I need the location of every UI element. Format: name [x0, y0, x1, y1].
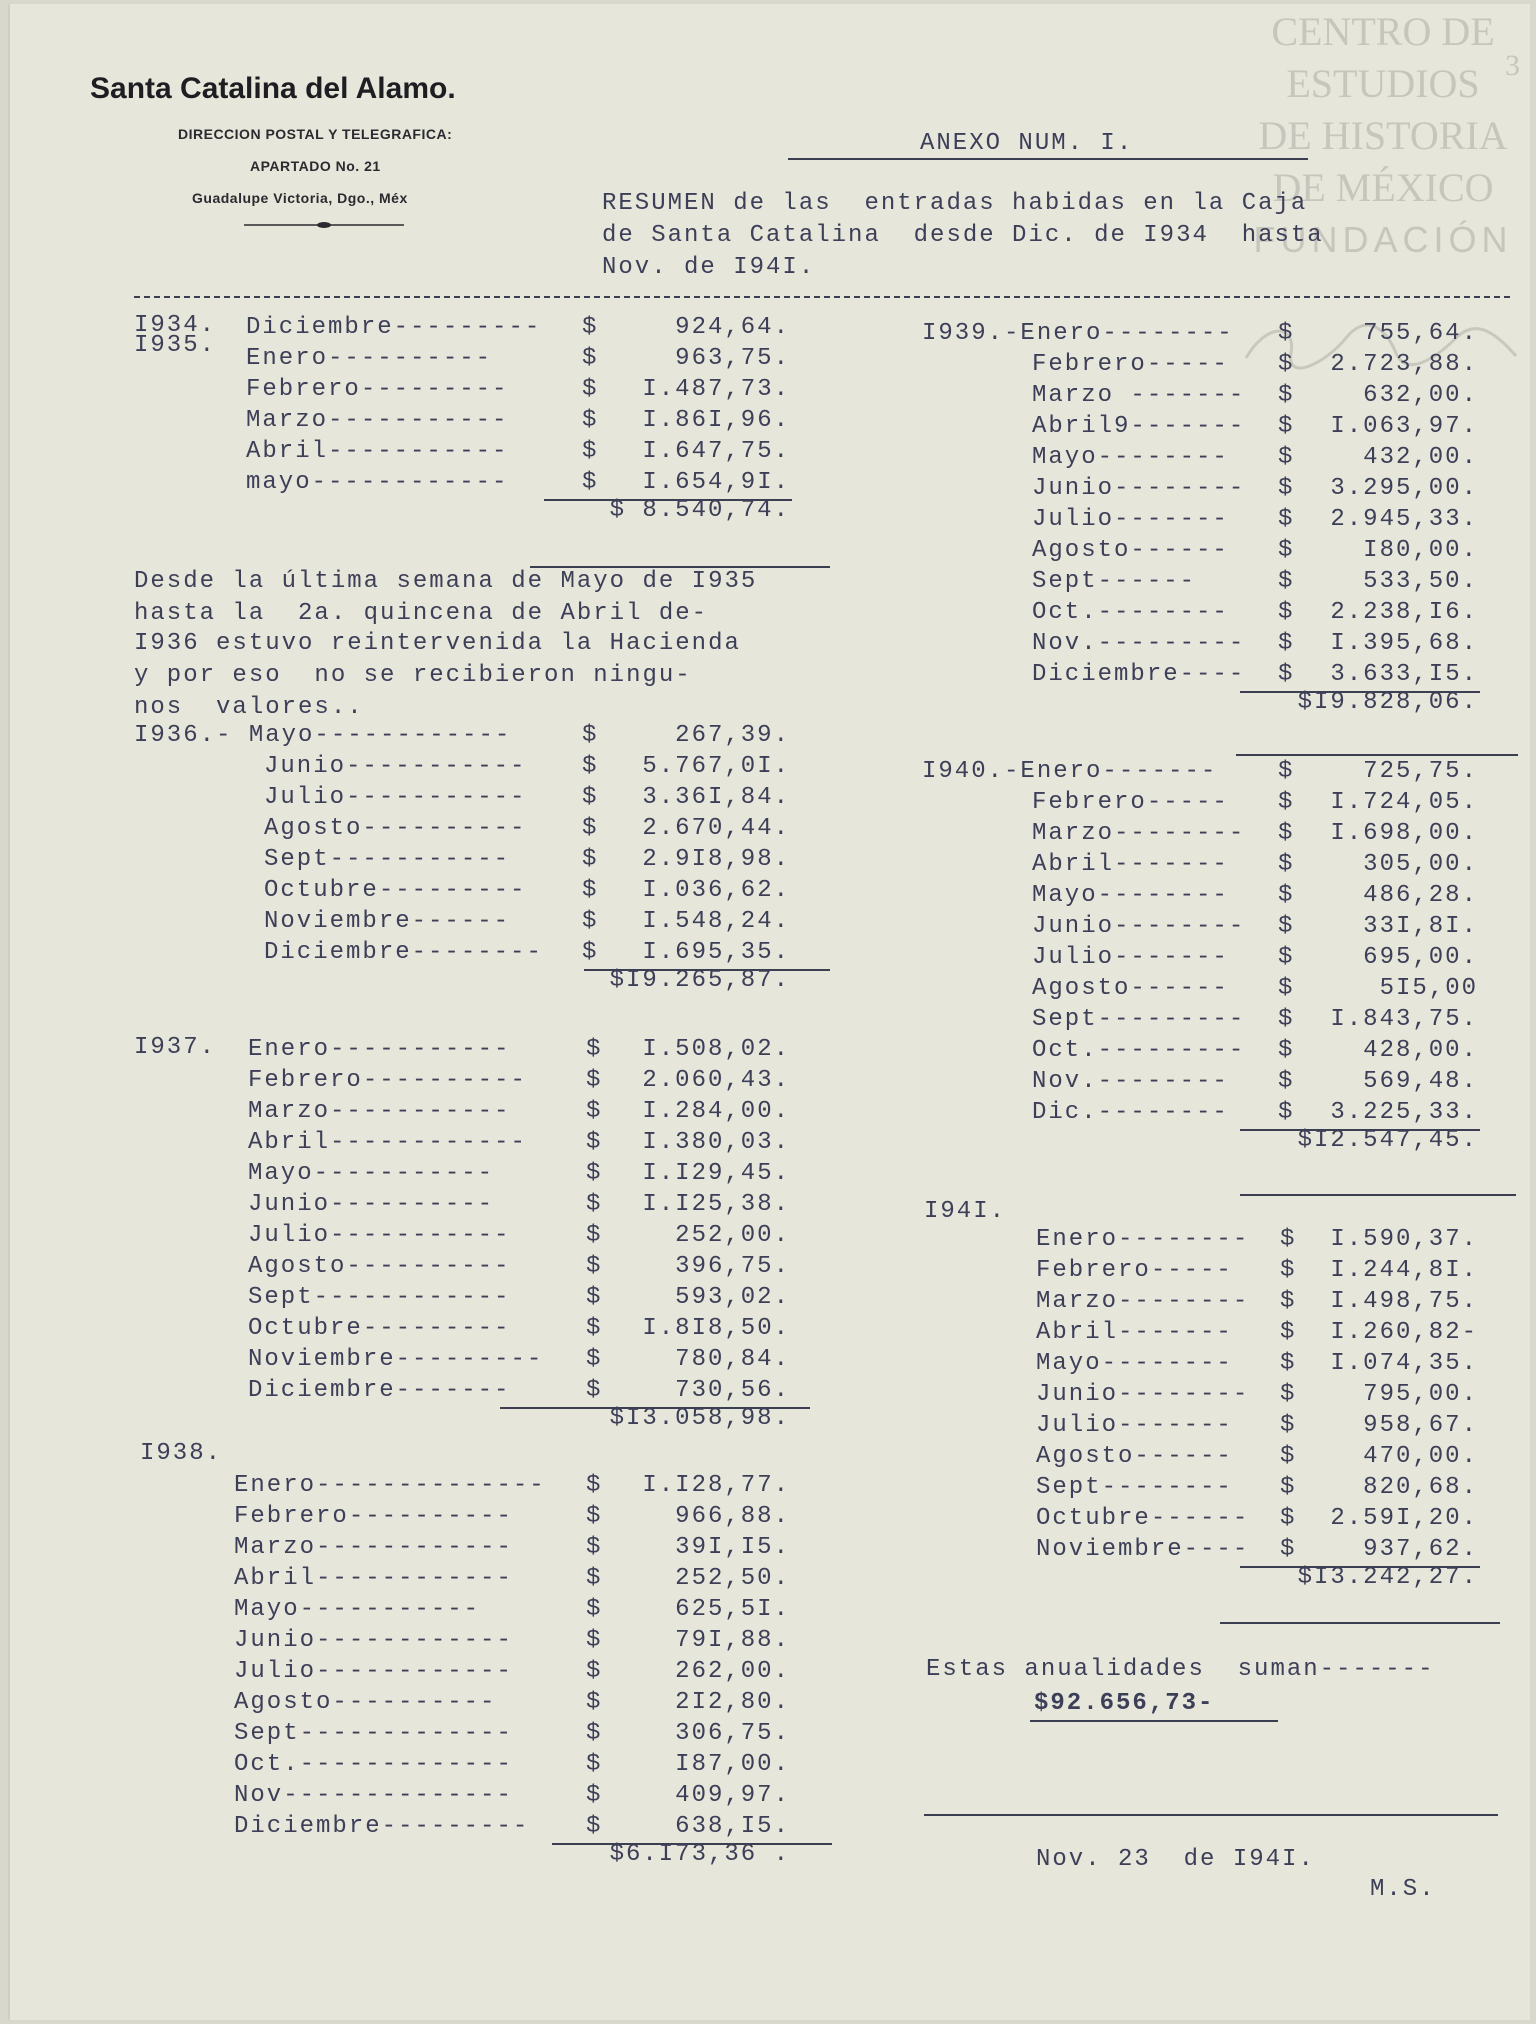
block_1941-row-dollar: $ [1280, 1381, 1297, 1408]
block_1939-row-dollar: $ [1278, 537, 1295, 564]
block_1936-total: $I9.265,87. [609, 967, 790, 994]
block_1940-row-label: Sept--------- [1032, 1006, 1246, 1033]
block_1940-row-label: Marzo-------- [1032, 820, 1246, 847]
block_1940-row-dollar: $ [1278, 1006, 1295, 1033]
block_1939-row-label: Junio-------- [1032, 475, 1246, 502]
note-line-2: hasta la 2a. quincena de Abril de- [134, 600, 709, 627]
block_1934-row-label: Diciembre--------- [246, 314, 542, 341]
block_1936-row-dollar: $ [582, 846, 599, 873]
block_1936-row-amount: 5.767,0I. [642, 753, 790, 780]
block_1938-row-dollar: $ [586, 1596, 603, 1623]
block_1940-row-label: Mayo-------- [1032, 882, 1229, 909]
block_1938-row-dollar: $ [586, 1627, 603, 1654]
block_1940-row-label: Agosto------ [1032, 975, 1229, 1002]
block_1940-row-amount: 305,00. [1363, 851, 1478, 878]
block_1939-row-amount: 3.633,I5. [1330, 661, 1478, 688]
annex-title: ANEXO NUM. I. [920, 130, 1134, 157]
block_1936-row-amount: I.548,24. [642, 908, 790, 935]
block_1940-row-amount: 3.225,33. [1330, 1099, 1478, 1126]
block_1941-row-amount: I.498,75. [1330, 1288, 1478, 1315]
block_1938-row-dollar: $ [586, 1813, 603, 1840]
block_1936-row-label: Octubre--------- [264, 877, 527, 904]
block_1937-row-amount: 396,75. [675, 1253, 790, 1280]
block_1937-row-label: Julio----------- [248, 1222, 511, 1249]
block_1939-row-label: Marzo ------- [1032, 382, 1246, 409]
block_1938-row-amount: 638,I5. [675, 1813, 790, 1840]
block_1934-row-dollar: $ [582, 407, 599, 434]
block_1934-row-amount: I.654,9I. [642, 469, 790, 496]
block_1941-row-amount: 2.59I,20. [1330, 1505, 1478, 1532]
block_1941-row-amount: I.074,35. [1330, 1350, 1478, 1377]
block_1936-row-label: Julio----------- [264, 784, 527, 811]
block_1939-row-label: Julio------- [1032, 506, 1229, 533]
note-line-1: Desde la última semana de Mayo de I935 [134, 568, 758, 595]
block_1939-row-dollar: $ [1278, 630, 1295, 657]
block_1939-row-label: Diciembre---- [1032, 661, 1246, 688]
block_1938-row-dollar: $ [586, 1720, 603, 1747]
block_1939-row-dollar: $ [1278, 382, 1295, 409]
block_1940-row-amount: I.698,00. [1330, 820, 1478, 847]
block_1937-row-amount: I.8I8,50. [642, 1315, 790, 1342]
block_1940-row-dollar: $ [1278, 820, 1295, 847]
letterhead-address: Guadalupe Victoria, Dgo., Méx [192, 190, 408, 206]
block_1939-row-amount: 3.295,00. [1330, 475, 1478, 502]
block_1941-row-dollar: $ [1280, 1443, 1297, 1470]
block_1940-row-amount: I.843,75. [1330, 1006, 1478, 1033]
block_1940-row-label: Julio------- [1032, 944, 1229, 971]
block_1939-row-amount: 533,50. [1363, 568, 1478, 595]
block_1939-row-dollar: $ [1278, 475, 1295, 502]
block_1940-row-dollar: $ [1278, 851, 1295, 878]
block_1937-row-dollar: $ [586, 1160, 603, 1187]
stamp-line-3: DE HISTORIA [1258, 113, 1508, 158]
block_1941-row-dollar: $ [1280, 1412, 1297, 1439]
block_1937-row-label: Junio---------- [248, 1191, 495, 1218]
block_1941-row-amount: 470,00. [1363, 1443, 1478, 1470]
block_1936-row-amount: 267,39. [675, 722, 790, 749]
block_1938-row-dollar: $ [586, 1472, 603, 1499]
block_1940-row-amount: 695,00. [1363, 944, 1478, 971]
block_1937-row-dollar: $ [586, 1098, 603, 1125]
block_1939-row-amount: 2.945,33. [1330, 506, 1478, 533]
block_1939-row-label: Mayo-------- [1032, 444, 1229, 471]
block_1941-row-label: Julio------- [1036, 1412, 1233, 1439]
block_1939-row-dollar: $ [1278, 568, 1295, 595]
block_1934-row-dollar: $ [582, 345, 599, 372]
block_1938-row-label: Febrero---------- [234, 1503, 513, 1530]
block_1934-row-amount: 963,75. [675, 345, 790, 372]
block_1934-row-dollar: $ [582, 376, 599, 403]
block_1938-row-amount: 306,75. [675, 1720, 790, 1747]
block_1939-row-amount: 755,64. [1363, 320, 1478, 347]
block_1938-row-amount: 966,88. [675, 1503, 790, 1530]
note-line-5: nos valores.. [134, 694, 364, 721]
block_1941-row-label: Enero-------- [1036, 1226, 1250, 1253]
block_1936-row-amount: I.036,62. [642, 877, 790, 904]
block_1940-row-amount: I.724,05. [1330, 789, 1478, 816]
block_1936-row-label: Diciembre-------- [264, 939, 543, 966]
block_1937-row-label: Diciembre------- [248, 1377, 511, 1404]
block_1937-total: $I3.058,98. [609, 1405, 790, 1432]
block_1940-row-dollar: $ [1278, 1099, 1295, 1126]
block_1938-row-amount: 262,00. [675, 1658, 790, 1685]
block_1937-row-amount: I.380,03. [642, 1129, 790, 1156]
block_1941-row-dollar: $ [1280, 1257, 1297, 1284]
block_1937-row-amount: I.284,00. [642, 1098, 790, 1125]
block_1938-row-label: Mayo----------- [234, 1596, 481, 1623]
block_1940-row-amount: 569,48. [1363, 1068, 1478, 1095]
block_1941-row-label: Sept-------- [1036, 1474, 1233, 1501]
block_1939-row-dollar: $ [1278, 320, 1295, 347]
block_1936-row-dollar: $ [582, 939, 599, 966]
block_1938-row-dollar: $ [586, 1534, 603, 1561]
block_1934-total: $ 8.540,74. [609, 497, 790, 524]
block_1934-row-dollar: $ [582, 314, 599, 341]
footer-date: Nov. 23 de I94I. [1036, 1846, 1315, 1873]
block_1938-row-amount: 252,50. [675, 1565, 790, 1592]
stamp-line-4: DE MÉXICO [1272, 165, 1494, 210]
block_1939-row-dollar: $ [1278, 351, 1295, 378]
block_1937-row-amount: 730,56. [675, 1377, 790, 1404]
block_1936-row-amount: I.695,35. [642, 939, 790, 966]
block_1937-row-amount: 780,84. [675, 1346, 790, 1373]
letterhead-ornament [244, 220, 404, 230]
block_1938-row-label: Julio------------ [234, 1658, 513, 1685]
block_1938-row-amount: 39I,I5. [675, 1534, 790, 1561]
block_1937-row-amount: I.508,02. [642, 1036, 790, 1063]
block_1937-row-label: Febrero---------- [248, 1067, 527, 1094]
block_1940-row-label: Nov.-------- [1032, 1068, 1229, 1095]
block_1940-row-label: Oct.--------- [1032, 1037, 1246, 1064]
block_1941-row-dollar: $ [1280, 1226, 1297, 1253]
block_1940-row-amount: 33I,8I. [1363, 913, 1478, 940]
block_1940-row-dollar: $ [1278, 944, 1295, 971]
block_1939-row-amount: 432,00. [1363, 444, 1478, 471]
block_1940-row-dollar: $ [1278, 758, 1295, 785]
block_1940-row-dollar: $ [1278, 882, 1295, 909]
block_1938-row-dollar: $ [586, 1751, 603, 1778]
block_1937-row-dollar: $ [586, 1346, 603, 1373]
block_1937-row-dollar: $ [586, 1377, 603, 1404]
block_1940-row-amount: 486,28. [1363, 882, 1478, 909]
block_1941-row-amount: 795,00. [1363, 1381, 1478, 1408]
block_1940-row-label: Abril------- [1032, 851, 1229, 878]
grand-total-label: Estas anualidades suman------- [926, 1656, 1435, 1683]
block_1938-row-label: Abril------------ [234, 1565, 513, 1592]
block_1937-row-dollar: $ [586, 1222, 603, 1249]
block_1939-total: $I9.828,06. [1297, 689, 1478, 716]
block_1940-row-dollar: $ [1278, 975, 1295, 1002]
block_1934-row-label: Febrero--------- [246, 376, 509, 403]
block_1936-row-label: Sept----------- [264, 846, 511, 873]
block_1936-row-amount: 2.9I8,98. [642, 846, 790, 873]
block_1940-row-amount: 5I5,00 [1379, 975, 1478, 1002]
block_1941-row-label: Octubre------ [1036, 1505, 1250, 1532]
block_1936-row-dollar: $ [582, 722, 599, 749]
block_1934-row-amount: I.487,73. [642, 376, 790, 403]
block_1938-row-amount: 2I2,80. [675, 1689, 790, 1716]
block_1937-row-label: Mayo----------- [248, 1160, 495, 1187]
block_1939-row-dollar: $ [1278, 444, 1295, 471]
block_1936-row-label: Noviembre------ [264, 908, 511, 935]
block_1939-row-amount: 2.238,I6. [1330, 599, 1478, 626]
block_1938-year: I938. [140, 1440, 223, 1467]
summary-line-2: de Santa Catalina desde Dic. de I934 hasta [602, 222, 1324, 249]
block_1938-row-label: Enero-------------- [234, 1472, 546, 1499]
block_1941-row-dollar: $ [1280, 1350, 1297, 1377]
block_1934-row-label: Enero---------- [246, 345, 493, 372]
block_1937-row-amount: 2.060,43. [642, 1067, 790, 1094]
block_1939-row-label: Febrero----- [1032, 351, 1229, 378]
block_1941-row-amount: I.590,37. [1330, 1226, 1478, 1253]
block_1936-row-label: Agosto---------- [264, 815, 527, 842]
summary-line-1: RESUMEN de las entradas habidas en la Caja [602, 190, 1308, 217]
sum-rule [1236, 754, 1518, 756]
block_1938-row-amount: I87,00. [675, 1751, 790, 1778]
block_1936-row-amount: 2.670,44. [642, 815, 790, 842]
block_1937-row-label: Octubre--------- [248, 1315, 511, 1342]
letterhead-apartado: APARTADO No. 21 [250, 158, 381, 174]
stamp-line-1: CENTRO DE [1271, 9, 1495, 54]
block_1939-row-amount: 2.723,88. [1330, 351, 1478, 378]
block_1938-total: $6.I73,36 . [609, 1841, 790, 1868]
block_1934-year: I934. [134, 312, 217, 339]
block_1939-row-label: Agosto------ [1032, 537, 1229, 564]
block_1937-row-label: Agosto---------- [248, 1253, 511, 1280]
block_1939-row-label: Oct.-------- [1032, 599, 1229, 626]
block_1938-row-amount: 409,97. [675, 1782, 790, 1809]
block_1938-row-amount: I.I28,77. [642, 1472, 790, 1499]
block_1938-row-label: Marzo------------ [234, 1534, 513, 1561]
block_1937-row-dollar: $ [586, 1284, 603, 1311]
block_1937-row-dollar: $ [586, 1315, 603, 1342]
note-line-4: y por eso no se recibieron ningu- [134, 662, 692, 689]
block_1940-row-dollar: $ [1278, 789, 1295, 816]
block_1939-row-label: Sept------ [1032, 568, 1197, 595]
block_1940-row-dollar: $ [1278, 1037, 1295, 1064]
block_1937-row-dollar: $ [586, 1036, 603, 1063]
letterhead-title: Santa Catalina del Alamo. [90, 72, 456, 105]
block_1939-row-dollar: $ [1278, 599, 1295, 626]
block_1938-row-dollar: $ [586, 1658, 603, 1685]
block_1941-row-label: Abril------- [1036, 1319, 1233, 1346]
block_1939-row-label: Nov.--------- [1032, 630, 1246, 657]
stamp-line-2: ESTUDIOS [1286, 61, 1480, 106]
block_1940-row-amount: 428,00. [1363, 1037, 1478, 1064]
block_1937-year: I937. [134, 1034, 217, 1061]
block_1941-year: I94I. [924, 1198, 1007, 1225]
block_1937-row-dollar: $ [586, 1129, 603, 1156]
block_1937-row-dollar: $ [586, 1253, 603, 1280]
block_1938-row-label: Sept------------- [234, 1720, 513, 1747]
block_1938-row-label: Diciembre--------- [234, 1813, 530, 1840]
block_1939-year: I939.-Enero-------- [922, 320, 1234, 347]
block_1938-row-dollar: $ [586, 1689, 603, 1716]
grand-total-value: $92.656,73- [1034, 1690, 1215, 1717]
letterhead-postal: DIRECCION POSTAL Y TELEGRAFICA: [178, 126, 453, 142]
block_1940-row-label: Febrero----- [1032, 789, 1229, 816]
note-line-3: I936 estuvo reintervenida la Hacienda [134, 630, 741, 657]
block_1941-row-label: Junio-------- [1036, 1381, 1250, 1408]
block_1936-row-dollar: $ [582, 753, 599, 780]
block_1940-row-dollar: $ [1278, 913, 1295, 940]
block_1941-row-amount: 937,62. [1363, 1536, 1478, 1563]
block_1938-row-label: Agosto---------- [234, 1689, 497, 1716]
block_1938-row-dollar: $ [586, 1782, 603, 1809]
block_1936-row-amount: 3.36I,84. [642, 784, 790, 811]
block_1936-row-dollar: $ [582, 784, 599, 811]
block_1939-row-amount: I80,00. [1363, 537, 1478, 564]
block_1939-row-dollar: $ [1278, 506, 1295, 533]
block_1939-row-label: Abril9------- [1032, 413, 1246, 440]
block_1938-row-dollar: $ [586, 1565, 603, 1592]
block_1934-row-dollar: $ [582, 469, 599, 496]
block_1940-year: I940.-Enero------- [922, 758, 1218, 785]
block_1934-row-label: Marzo----------- [246, 407, 509, 434]
stamp-line-5: FUNDACIÓN [1253, 219, 1513, 260]
block_1937-row-amount: I.I29,45. [642, 1160, 790, 1187]
block_1934-row-amount: I.647,75. [642, 438, 790, 465]
block_1934-row-dollar: $ [582, 438, 599, 465]
block_1938-row-amount: 625,5I. [675, 1596, 790, 1623]
block_1938-row-amount: 79I,88. [675, 1627, 790, 1654]
block_1941-row-dollar: $ [1280, 1288, 1297, 1315]
summary-line-3: Nov. de I94I. [602, 254, 816, 281]
block_1941-total: $I3.242,27. [1297, 1564, 1478, 1591]
block_1934-row-amount: I.86I,96. [642, 407, 790, 434]
block_1941-row-dollar: $ [1280, 1319, 1297, 1346]
block_1938-row-label: Oct.------------- [234, 1751, 513, 1778]
block_1936-row-label: Junio----------- [264, 753, 527, 780]
block_1937-row-label: Abril------------ [248, 1129, 527, 1156]
block_1941-row-dollar: $ [1280, 1505, 1297, 1532]
block_1940-total: $I2.547,45. [1297, 1127, 1478, 1154]
block_1941-row-amount: 958,67. [1363, 1412, 1478, 1439]
block_1936-row-dollar: $ [582, 877, 599, 904]
block_1939-row-amount: 632,00. [1363, 382, 1478, 409]
block_1939-row-dollar: $ [1278, 661, 1295, 688]
block_1937-row-amount: 593,02. [675, 1284, 790, 1311]
block_1941-row-label: Febrero----- [1036, 1257, 1233, 1284]
block_1934-row-label: Abril----------- [246, 438, 509, 465]
block_1940-row-label: Dic.-------- [1032, 1099, 1229, 1126]
block_1941-row-dollar: $ [1280, 1536, 1297, 1563]
block_1941-row-amount: I.260,82- [1330, 1319, 1478, 1346]
block_1939-row-amount: I.395,68. [1330, 630, 1478, 657]
block_1938-row-label: Nov-------------- [234, 1782, 513, 1809]
block_1940-row-dollar: $ [1278, 1068, 1295, 1095]
block_1941-row-label: Marzo-------- [1036, 1288, 1250, 1315]
block_1939-row-amount: I.063,97. [1330, 413, 1478, 440]
block_1937-row-amount: I.I25,38. [642, 1191, 790, 1218]
block_1937-row-label: Noviembre--------- [248, 1346, 544, 1373]
page-number: 3 [1505, 49, 1520, 82]
block_1941-row-amount: I.244,8I. [1330, 1257, 1478, 1284]
block_1937-row-dollar: $ [586, 1067, 603, 1094]
block_1936-row-dollar: $ [582, 815, 599, 842]
block_1936-year: I936.- Mayo------------ [134, 722, 512, 749]
block_1937-row-label: Marzo----------- [248, 1098, 511, 1125]
block_1940-row-label: Junio-------- [1032, 913, 1246, 940]
block_1937-row-amount: 252,00. [675, 1222, 790, 1249]
block_1934-row-amount: 924,64. [675, 314, 790, 341]
block_1940-row-amount: 725,75. [1363, 758, 1478, 785]
block_1938-row-dollar: $ [586, 1503, 603, 1530]
footer-initials: M.S. [1370, 1876, 1436, 1903]
sum-rule [1240, 1194, 1516, 1196]
block_1938-row-label: Junio------------ [234, 1627, 513, 1654]
block_1934-row-label: mayo------------ [246, 469, 509, 496]
block_1934-year-b: I935. [134, 332, 217, 359]
block_1937-row-label: Enero----------- [248, 1036, 511, 1063]
block_1941-row-amount: 820,68. [1363, 1474, 1478, 1501]
block_1941-row-label: Mayo-------- [1036, 1350, 1233, 1377]
block_1941-row-dollar: $ [1280, 1474, 1297, 1501]
block_1937-row-dollar: $ [586, 1191, 603, 1218]
block_1941-row-label: Noviembre---- [1036, 1536, 1250, 1563]
block_1937-row-label: Sept------------ [248, 1284, 511, 1311]
block_1936-row-dollar: $ [582, 908, 599, 935]
block_1941-row-label: Agosto------ [1036, 1443, 1233, 1470]
block_1939-row-dollar: $ [1278, 413, 1295, 440]
